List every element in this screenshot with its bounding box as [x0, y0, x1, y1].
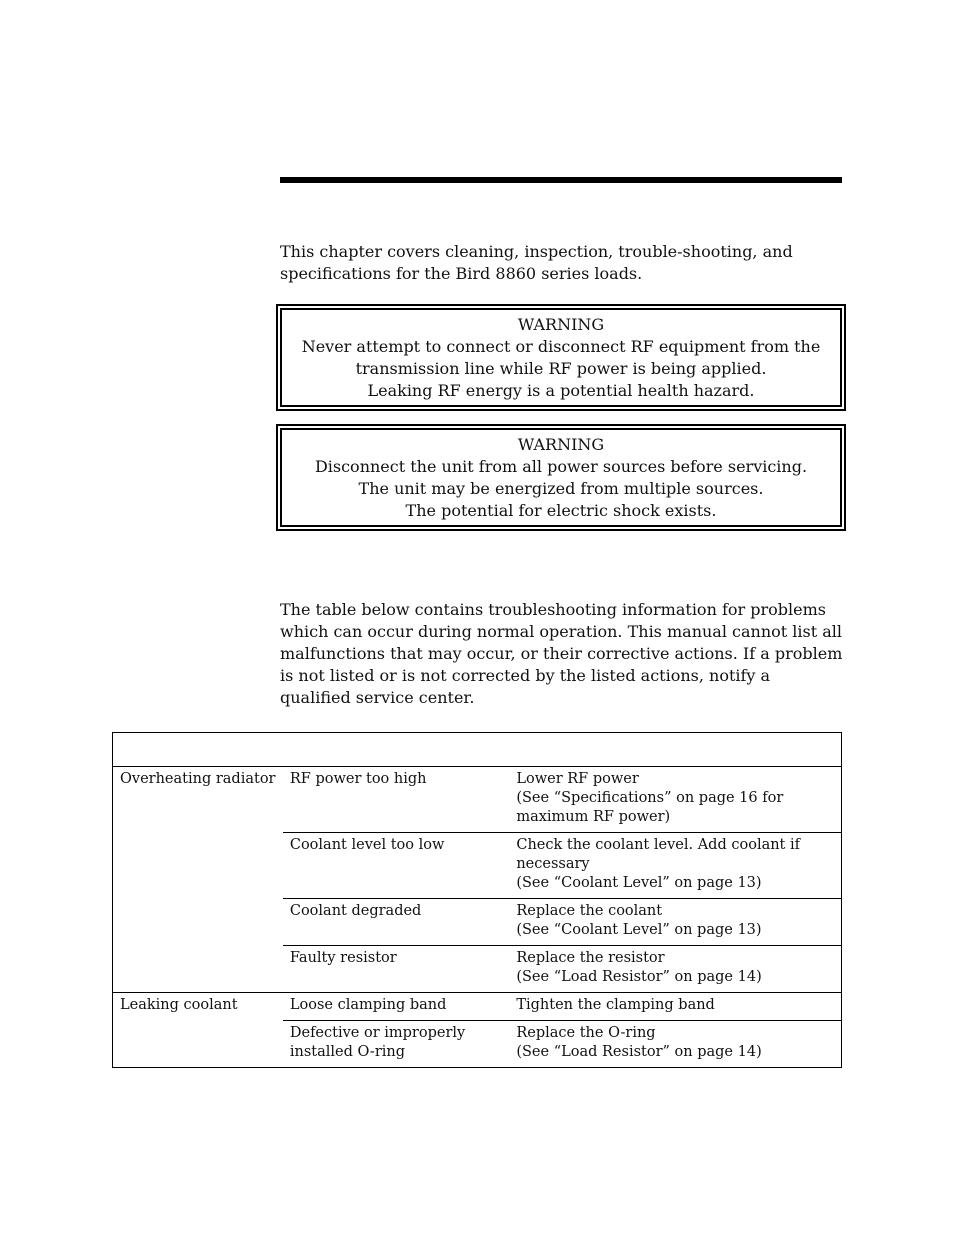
chapter-heading-rule	[280, 177, 842, 183]
cause-cell: Coolant level too low	[283, 833, 509, 899]
problem-cell: Leaking coolant	[113, 993, 283, 1068]
remedy-line: Replace the O-ring	[516, 1025, 656, 1041]
remedy-line: (See “Specifications” on page 16 for maximum RF power)	[516, 790, 784, 825]
warning-line: The unit may be energized from multiple sources.	[358, 479, 764, 498]
warning-line: transmission line while RF power is being applied.	[355, 359, 767, 378]
table-row	[113, 993, 842, 1021]
warning-box-inner	[280, 428, 842, 527]
cause-cell: Loose clamping band	[283, 993, 509, 1021]
cause-cell: Coolant degraded	[283, 899, 509, 946]
remedy-cell	[509, 899, 841, 946]
warning-title: WARNING	[517, 435, 605, 454]
remedy-line: Replace the resistor	[516, 950, 665, 966]
intro-paragraph: This chapter covers cleaning, inspection, trouble-shooting, and specifications for the Bird 8860 series loads.	[280, 242, 793, 283]
troubleshooting-table	[112, 732, 842, 1068]
warning-box-inner	[280, 308, 842, 407]
troubleshooting-paragraph: The table below contains troubleshooting information for problems which can occur during normal operation. This manual cannot list all malfunctions that may occur, or their corrective actions. If a problem is not listed or is not corrected by the listed actions, notify a qualified service center.	[280, 600, 843, 707]
remedy-line: (See “Load Resistor” on page 14)	[516, 969, 762, 985]
warning-line: The potential for electric shock exists.	[405, 501, 717, 520]
table-header-cell	[113, 733, 842, 767]
warning-line: Leaking RF energy is a potential health hazard.	[367, 381, 755, 400]
table-header-row	[113, 733, 842, 767]
warning-line: Never attempt to connect or disconnect RF equipment from the	[301, 337, 821, 356]
warning-line: Disconnect the unit from all power sources before servicing.	[314, 457, 808, 476]
remedy-cell	[509, 993, 841, 1021]
cause-cell: Defective or improperly installed O-ring	[283, 1021, 509, 1068]
table-row	[113, 767, 842, 833]
problem-cell: Overheating radiator	[120, 771, 276, 787]
remedy-line: Tighten the clamping band	[516, 997, 715, 1013]
remedy-cell	[509, 946, 841, 993]
cause-cell: Faulty resistor	[283, 946, 509, 993]
warning-box-rf	[276, 304, 846, 411]
remedy-cell	[509, 767, 841, 833]
remedy-line: Lower RF power	[516, 771, 639, 787]
remedy-line: (See “Coolant Level” on page 13)	[516, 922, 762, 938]
remedy-line: (See “Coolant Level” on page 13)	[516, 875, 762, 891]
cause-cell: RF power too high	[289, 771, 427, 787]
remedy-line: Check the coolant level. Add coolant if necessary	[516, 837, 800, 872]
remedy-cell	[509, 833, 841, 899]
remedy-cell	[509, 1021, 841, 1068]
warning-title: WARNING	[517, 315, 605, 334]
remedy-line: Replace the coolant	[516, 903, 663, 919]
remedy-line: (See “Load Resistor” on page 14)	[516, 1044, 762, 1060]
warning-box-shock	[276, 424, 846, 531]
